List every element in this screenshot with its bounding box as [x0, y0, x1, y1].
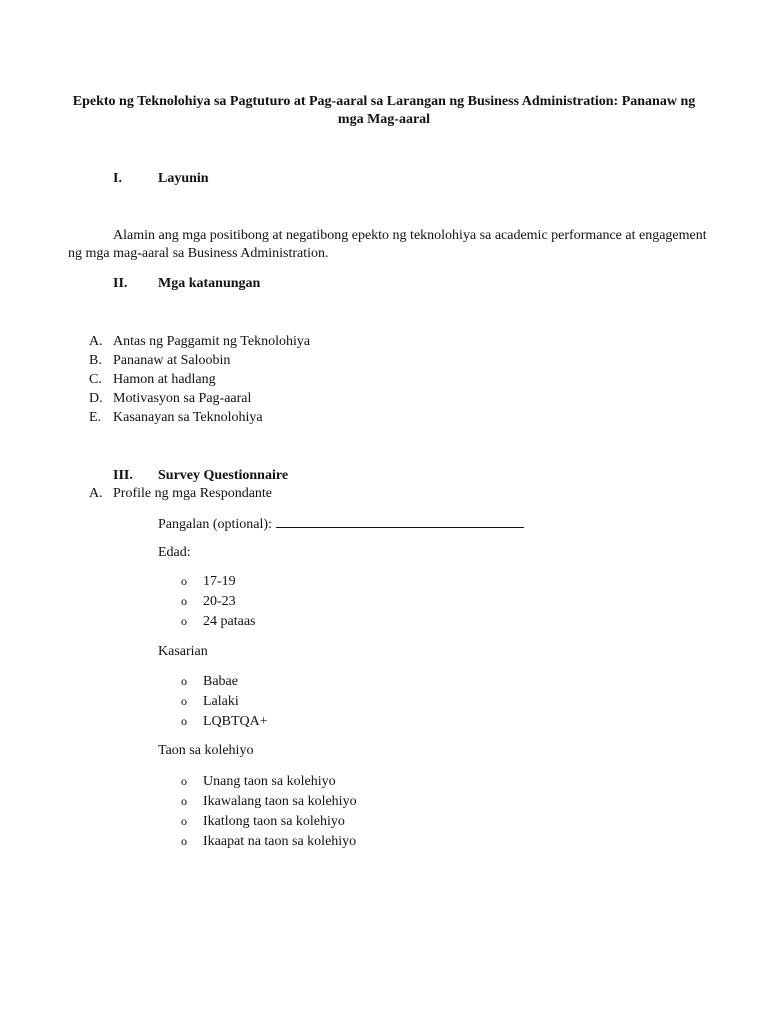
title-line-2: mga Mag-aaral	[337, 112, 431, 127]
list-letter: C.	[89, 372, 102, 387]
age-options	[181, 571, 255, 631]
option-label: 20-23	[203, 594, 236, 609]
option-item[interactable]	[181, 811, 357, 831]
survey-subsection-list	[89, 484, 272, 503]
age-label: Edad:	[158, 545, 191, 560]
bullet-icon: o	[181, 794, 187, 808]
section-heading-layunin	[113, 169, 209, 188]
name-blank-line[interactable]	[276, 513, 524, 528]
option-label: Lalaki	[203, 694, 239, 709]
section-number: II.	[113, 276, 128, 291]
option-label: 24 pataas	[203, 614, 256, 629]
bullet-icon: o	[181, 594, 187, 608]
bullet-icon: o	[181, 714, 187, 728]
list-text: Kasanayan sa Teknolohiya	[113, 410, 263, 425]
document-title	[60, 93, 708, 129]
bullet-icon: o	[181, 694, 187, 708]
option-label: Ikatlong taon sa kolehiyo	[203, 814, 345, 829]
bullet-icon: o	[181, 774, 187, 788]
list-letter: A.	[89, 486, 103, 501]
option-label: LQBTQA+	[203, 714, 268, 729]
bullet-icon: o	[181, 814, 187, 828]
section-number: I.	[113, 171, 122, 186]
option-label: Babae	[203, 674, 238, 689]
list-text: Pananaw at Saloobin	[113, 353, 231, 368]
section-heading-mga-katanungan	[113, 274, 260, 293]
gender-label: Kasarian	[158, 644, 208, 659]
bullet-icon: o	[181, 614, 187, 628]
option-label: Ikaapat na taon sa kolehiyo	[203, 834, 357, 849]
list-text: Profile ng mga Respondante	[113, 486, 273, 501]
option-label: Ikawalang taon sa kolehiyo	[203, 794, 357, 809]
section-title: Survey Questionnaire	[158, 468, 289, 483]
option-label: Unang taon sa kolehiyo	[203, 774, 336, 789]
option-item[interactable]	[181, 831, 357, 851]
option-label: 17-19	[203, 574, 236, 589]
year-level-label: Taon sa kolehiyo	[158, 743, 254, 758]
list-letter: E.	[89, 410, 102, 425]
title-line-1: Epekto ng Teknolohiya sa Pagtuturo at Pag-aaral sa Larangan ng Business Administration: Pananaw ng	[72, 94, 696, 109]
bullet-icon: o	[181, 834, 187, 848]
list-letter: B.	[89, 353, 102, 368]
option-item[interactable]	[181, 671, 268, 691]
list-item	[89, 389, 310, 408]
list-item	[89, 351, 310, 370]
list-text: Hamon at hadlang	[113, 372, 216, 387]
option-item[interactable]	[181, 711, 268, 731]
section-number: III.	[113, 468, 133, 483]
section-heading-survey-questionnaire	[113, 466, 288, 485]
list-letter: A.	[89, 334, 103, 349]
gender-options	[181, 671, 268, 731]
list-text: Antas ng Paggamit ng Teknolohiya	[113, 334, 311, 349]
list-item	[89, 332, 310, 351]
year-level-options	[181, 771, 357, 851]
option-item[interactable]	[181, 591, 255, 611]
list-item	[89, 484, 272, 503]
name-label: Pangalan (optional):	[158, 517, 272, 532]
option-item[interactable]	[181, 771, 357, 791]
questions-list	[89, 332, 310, 427]
list-text: Motivasyon sa Pag-aaral	[113, 391, 252, 406]
list-letter: D.	[89, 391, 103, 406]
option-item[interactable]	[181, 691, 268, 711]
objective-paragraph: Alamin ang mga positibong at negatibong epekto ng teknolohiya sa academic performance at engagement ng mga mag-aaral sa Business Administration.	[68, 228, 707, 261]
option-item[interactable]	[181, 571, 255, 591]
list-item	[89, 408, 310, 427]
option-item[interactable]	[181, 611, 255, 631]
option-item[interactable]	[181, 791, 357, 811]
bullet-icon: o	[181, 574, 187, 588]
bullet-icon: o	[181, 674, 187, 688]
name-field-row	[158, 513, 524, 534]
section-title: Layunin	[158, 171, 209, 186]
section-title: Mga katanungan	[158, 276, 261, 291]
list-item	[89, 370, 310, 389]
